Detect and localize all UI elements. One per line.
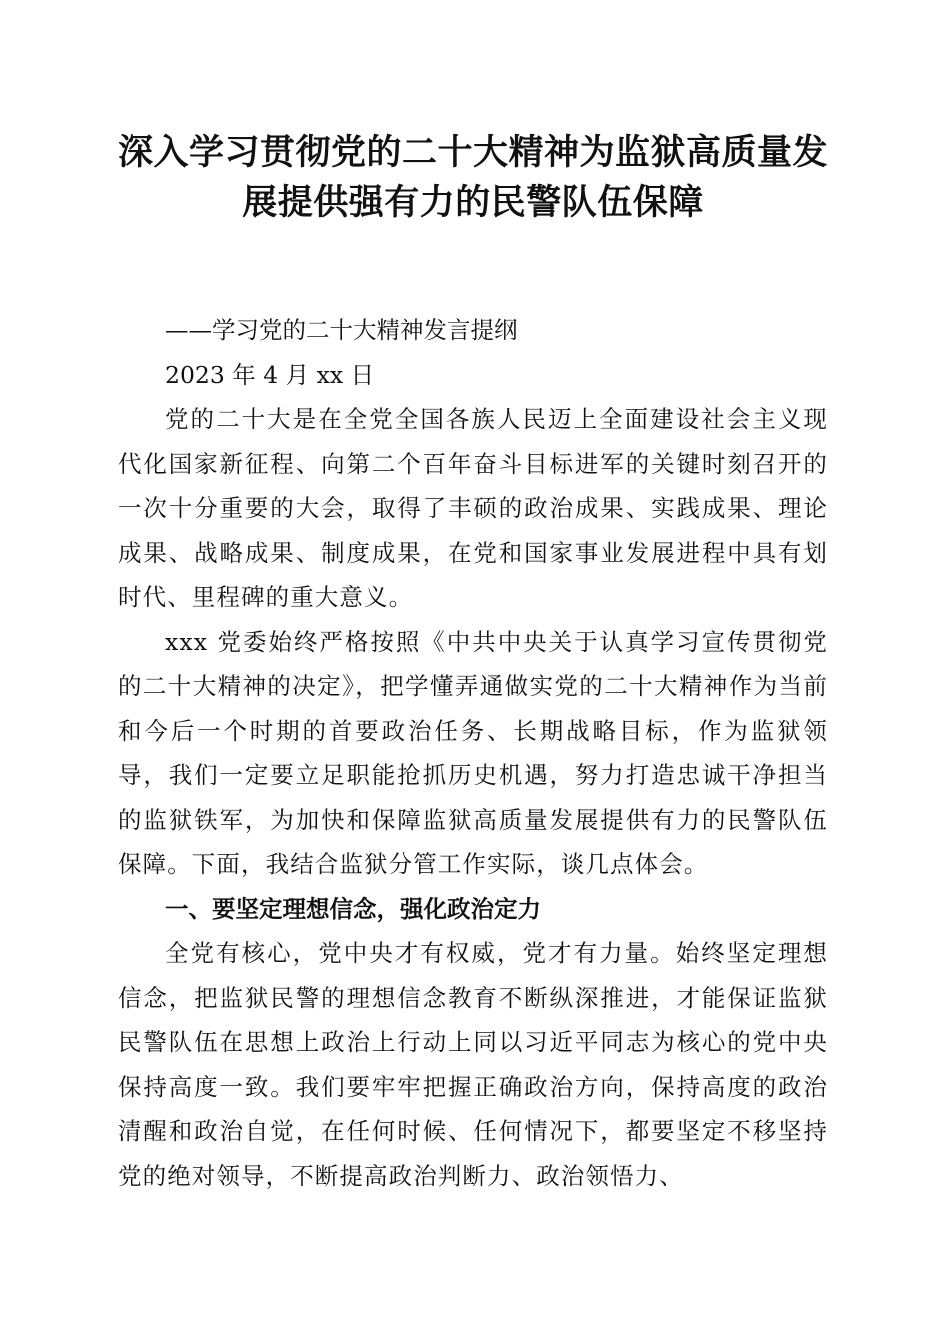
document-meta [118, 308, 828, 397]
document-page [118, 128, 828, 1198]
section-heading-1: 一、要坚定理想信念，强化政治定力 [165, 894, 541, 923]
document-date: 2023 年 4 月 xx 日 [165, 360, 375, 389]
title-line-2: 展提供强有力的民警队伍保障 [242, 183, 704, 223]
document-subtitle: ——学习党的二十大精神发言提纲 [165, 316, 518, 344]
title-line-1: 深入学习贯彻党的二十大精神为监狱高质量发 [118, 133, 829, 173]
intro-paragraph-2: xxx 党委始终严格按照《中共中央关于认真学习宣传贯彻党的二十大精神的决定》，把学懂弄通做实党的二十大精神作为当前和今后一个时期的首要政治任务、长期战略目标，作为监狱领导，我们一定要立足职能抢抓历史机遇，努力打造忠诚干净担当的监狱铁军，为加快和保障监狱高质量发展提供有力的民警队伍保障。下面，我结合监狱分管工作实际，谈几点体会。 [118, 627, 828, 878]
section-1-paragraph: 全党有核心，党中央才有权威，党才有力量。始终坚定理想信念，把监狱民警的理想信念教育不断纵深推进，才能保证监狱民警队伍在思想上政治上行动上同以习近平同志为核心的党中央保持高度一致。我们要牢牢把握正确政治方向，保持高度的政治清醒和政治自觉，在任何时候、任何情况下，都要坚定不移坚持党的绝对领导，不断提高政治判断力、政治领悟力、 [118, 939, 828, 1190]
document-title [118, 128, 828, 228]
intro-paragraph-1: 党的二十大是在全党全国各族人民迈上全面建设社会主义现代化国家新征程、向第二个百年奋斗目标进军的关键时刻召开的一次十分重要的大会，取得了丰硕的政治成果、实践成果、理论成果、战略成果、制度成果，在党和国家事业发展进程中具有划时代、里程碑的重大意义。 [118, 405, 828, 611]
